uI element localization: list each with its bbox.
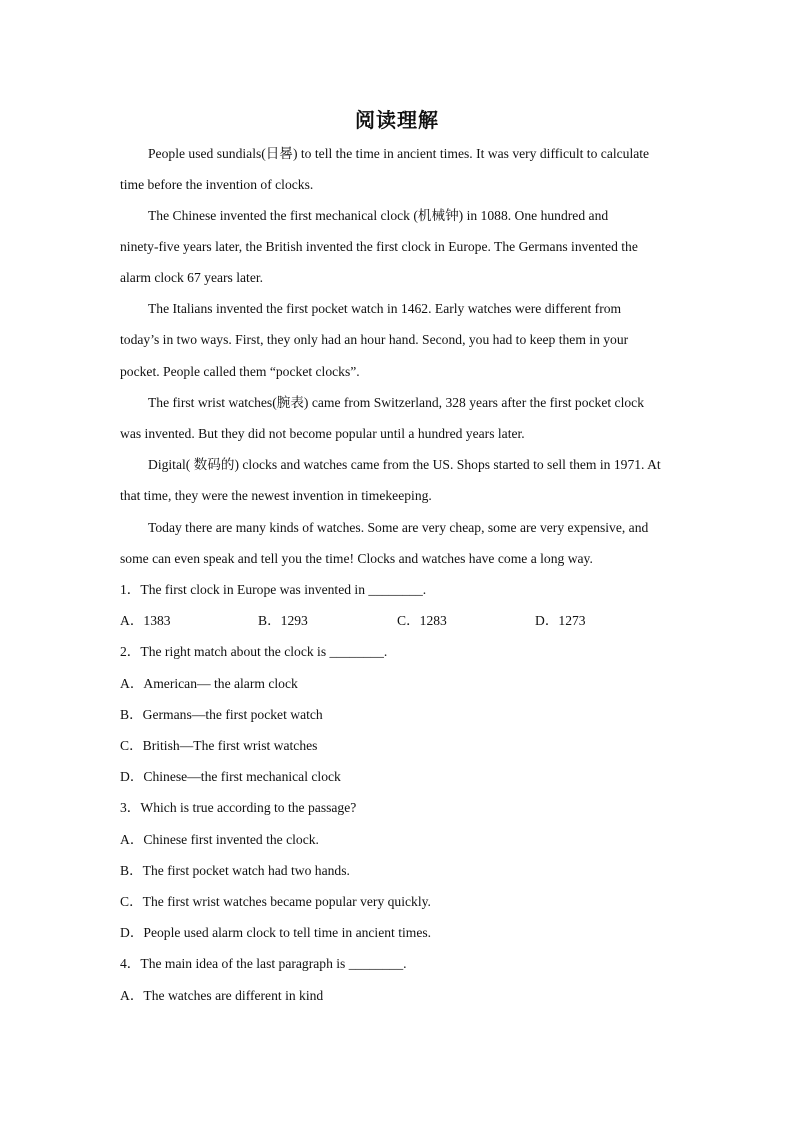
passage-p6-line1: Today there are many kinds of watches. Some are very cheap, some are very expensive, and <box>148 520 649 535</box>
question-4-option-a: A．The watches are different in kind <box>120 988 324 1003</box>
passage-p3-line1: The Italians invented the first pocket watch in 1462. Early watches were different from <box>148 301 622 316</box>
passage-p6-line2: some can even speak and tell you the time! Clocks and watches have come a long way. <box>120 551 593 566</box>
question-2-option-c: C．British—The first wrist watches <box>120 738 318 753</box>
question-3-option-a: A．Chinese first invented the clock. <box>120 832 319 847</box>
passage-p2-line3: alarm clock 67 years later. <box>120 270 264 285</box>
passage-p3-line2: today’s in two ways. First, they only had an hour hand. Second, you had to keep them in your <box>120 332 629 347</box>
question-3-option-c: C．The first wrist watches became popular very quickly. <box>120 894 431 909</box>
passage-p1-line2: time before the invention of clocks. <box>120 177 314 192</box>
question-2-option-d: D．Chinese—the first mechanical clock <box>120 769 341 784</box>
passage-p4-line1: The first wrist watches(腕表) came from Switzerland, 328 years after the first pocket clock <box>148 395 644 410</box>
question-2-option-a: A．American— the alarm clock <box>120 676 298 691</box>
question-3-option-b: B．The first pocket watch had two hands. <box>120 863 350 878</box>
question-1-option-a: A．1383 <box>120 613 171 628</box>
question-3-option-d: D．People used alarm clock to tell time in ancient times. <box>120 925 432 940</box>
passage-p4-line2: was invented. But they did not become popular until a hundred years later. <box>120 426 525 441</box>
passage-p3-line3: pocket. People called them “pocket clocks”. <box>120 364 360 379</box>
question-2-option-b: B．Germans—the first pocket watch <box>120 707 323 722</box>
passage-p2-line2: ninety-five years later, the British invented the first clock in Europe. The Germans invented the <box>120 239 638 254</box>
question-1-stem: 1．The first clock in Europe was invented in ________. <box>120 582 427 597</box>
passage-p1-line1: People used sundials(日晷) to tell the time in ancient times. It was very difficult to calculate <box>148 146 650 161</box>
passage-p5-line2: that time, they were the newest invention in timekeeping. <box>120 488 432 503</box>
question-1-option-b: B．1293 <box>258 613 308 628</box>
passage-p2-line1: The Chinese invented the first mechanical clock (机械钟) in 1088. One hundred and <box>148 208 609 223</box>
question-4-stem: 4．The main idea of the last paragraph is ________. <box>120 956 407 971</box>
passage-p5-line1: Digital( 数码的) clocks and watches came from the US. Shops started to sell them in 1971. At <box>148 457 661 472</box>
question-2-stem: 2．The right match about the clock is ________. <box>120 644 388 659</box>
page-title: 阅读理解 <box>355 108 439 132</box>
question-1-option-d: D．1273 <box>535 613 586 628</box>
question-1-option-c: C．1283 <box>397 613 447 628</box>
question-3-stem: 3．Which is true according to the passage? <box>120 800 357 815</box>
